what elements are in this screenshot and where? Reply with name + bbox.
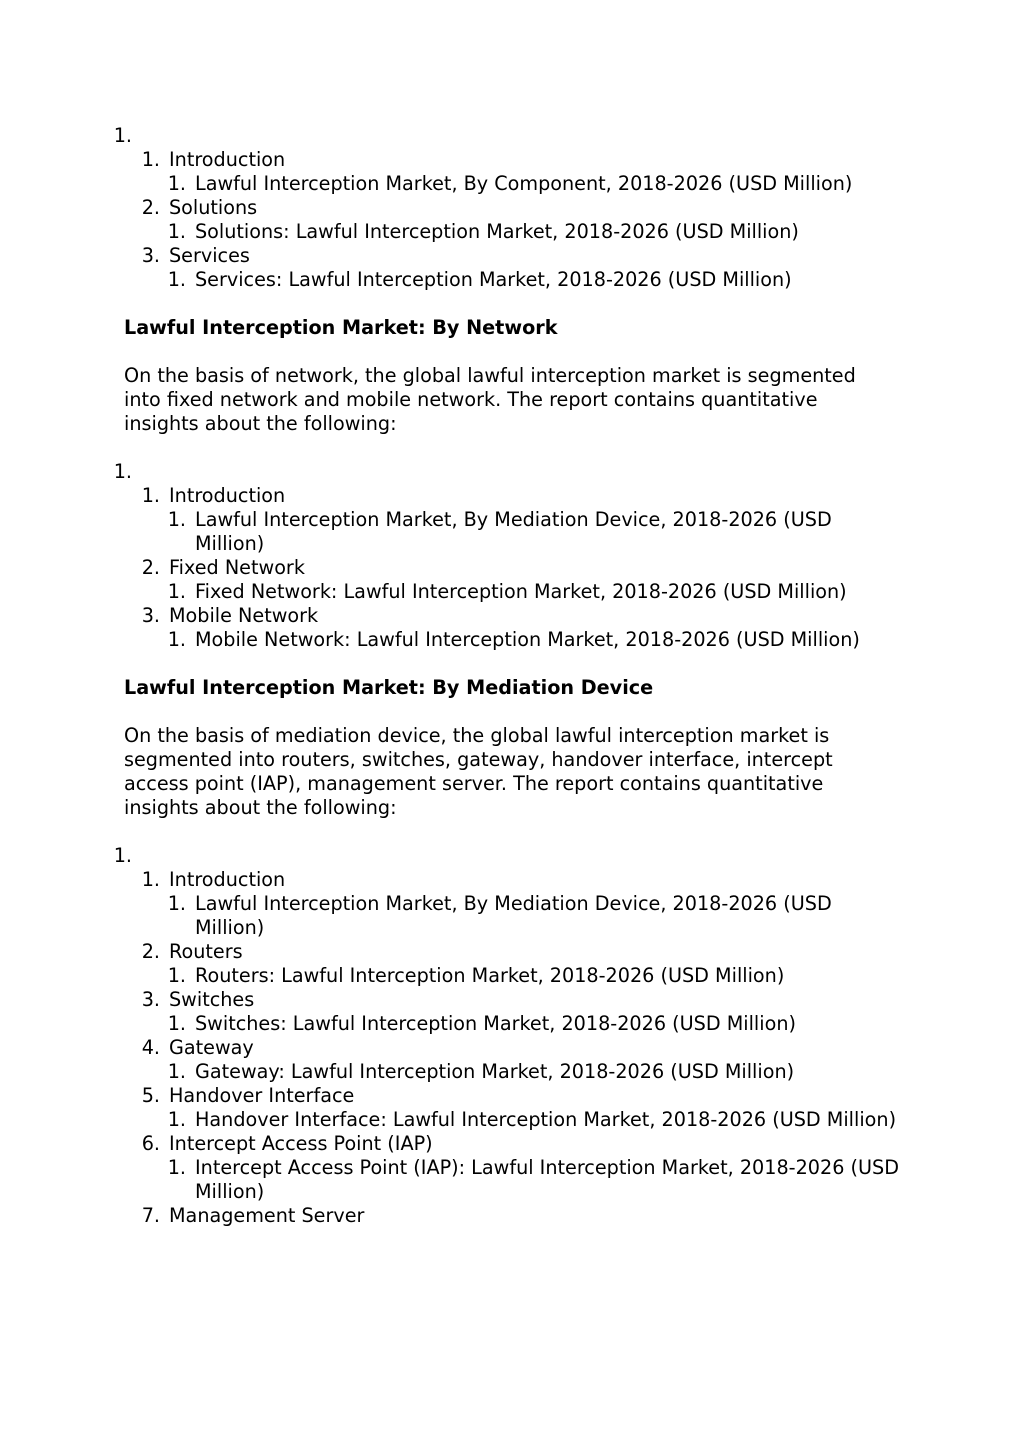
- list-item-label: Intercept Access Point (IAP): [169, 1132, 433, 1155]
- list-item-label: Mobile Network: [169, 604, 319, 627]
- list-item-label: Handover Interface: [169, 1084, 355, 1107]
- sub-list-item-label: Intercept Access Point (IAP): Lawful Interception Market, 2018-2026 (USD Million): [195, 1156, 899, 1203]
- list-number: 3.: [141, 988, 160, 1011]
- list-item-label: Gateway: [169, 1036, 254, 1059]
- sub-list-item: [0, 508, 1023, 556]
- sub-list-item-label: Solutions: Lawful Interception Market, 2018-2026 (USD Million): [195, 220, 799, 243]
- list-number: 1.: [113, 124, 132, 147]
- list-number: 7.: [141, 1204, 160, 1227]
- list-item: [0, 868, 1023, 892]
- outline-level1-item: [0, 460, 1023, 484]
- list-item: [0, 148, 1023, 172]
- sub-list-item: [0, 1108, 1023, 1132]
- outline-level1-item: [0, 844, 1023, 868]
- section-heading: Lawful Interception Market: By Mediation Device: [124, 676, 654, 699]
- list-number: 1.: [167, 964, 186, 987]
- list-number: 2.: [141, 196, 160, 219]
- list-number: 3.: [141, 244, 160, 267]
- sub-list-item: [0, 172, 1023, 196]
- list-item-label: Switches: [169, 988, 255, 1011]
- list-item: [0, 604, 1023, 628]
- list-number: 3.: [141, 604, 160, 627]
- list-number: 1.: [167, 1060, 186, 1083]
- section-paragraph: On the basis of mediation device, the global lawful interception market is segmented into routers, switches, gateway, handover interface, intercept access point (IAP), management server. The report contains quantitative insights about the following:: [124, 724, 833, 819]
- list-number: 1.: [141, 484, 160, 507]
- sub-list-item-label: Gateway: Lawful Interception Market, 2018-2026 (USD Million): [195, 1060, 795, 1083]
- list-number: 1.: [167, 268, 186, 291]
- sub-list-item-label: Lawful Interception Market, By Mediation Device, 2018-2026 (USD Million): [195, 892, 832, 939]
- outline-list: [0, 844, 1023, 1228]
- list-number: 1.: [113, 844, 132, 867]
- list-number: 1.: [167, 220, 186, 243]
- list-item-label: Introduction: [169, 484, 286, 507]
- list-item: [0, 196, 1023, 220]
- list-item: [0, 556, 1023, 580]
- sub-list-item: [0, 964, 1023, 988]
- list-number: 4.: [141, 1036, 160, 1059]
- sub-list-item-label: Switches: Lawful Interception Market, 2018-2026 (USD Million): [195, 1012, 796, 1035]
- sub-list-item: [0, 1060, 1023, 1084]
- list-number: 2.: [141, 940, 160, 963]
- list-item: [0, 988, 1023, 1012]
- sub-list-item: [0, 220, 1023, 244]
- list-number: 1.: [167, 580, 186, 603]
- list-item: [0, 1084, 1023, 1108]
- sub-list-item-label: Lawful Interception Market, By Component, 2018-2026 (USD Million): [195, 172, 853, 195]
- list-item-label: Services: [169, 244, 250, 267]
- sub-list-item: [0, 268, 1023, 292]
- list-number: 1.: [167, 172, 186, 195]
- sub-list-item: [0, 892, 1023, 940]
- list-item: [0, 244, 1023, 268]
- list-number: 6.: [141, 1132, 160, 1155]
- sub-list-item-label: Handover Interface: Lawful Interception Market, 2018-2026 (USD Million): [195, 1108, 897, 1131]
- list-number: 1.: [167, 892, 186, 915]
- sub-list-item-label: Services: Lawful Interception Market, 2018-2026 (USD Million): [195, 268, 792, 291]
- sub-list-item: [0, 628, 1023, 652]
- list-number: 1.: [167, 508, 186, 531]
- list-item: [0, 1036, 1023, 1060]
- list-item: [0, 940, 1023, 964]
- list-number: 5.: [141, 1084, 160, 1107]
- list-number: 2.: [141, 556, 160, 579]
- sub-list-item: [0, 580, 1023, 604]
- list-number: 1.: [167, 1156, 186, 1179]
- list-number: 1.: [113, 460, 132, 483]
- outline-list: [0, 460, 1023, 652]
- outline-list: [0, 124, 1023, 292]
- sub-list-item: [0, 1012, 1023, 1036]
- list-item-label: Solutions: [169, 196, 258, 219]
- list-number: 1.: [167, 1012, 186, 1035]
- list-number: 1.: [141, 148, 160, 171]
- list-number: 1.: [141, 868, 160, 891]
- list-item-label: Management Server: [169, 1204, 365, 1227]
- sub-list-item-label: Fixed Network: Lawful Interception Market, 2018-2026 (USD Million): [195, 580, 847, 603]
- list-item-label: Routers: [169, 940, 243, 963]
- list-item: [0, 1132, 1023, 1156]
- sub-list-item-label: Lawful Interception Market, By Mediation Device, 2018-2026 (USD Million): [195, 508, 832, 555]
- sub-list-item: [0, 1156, 1023, 1204]
- sub-list-item-label: Mobile Network: Lawful Interception Market, 2018-2026 (USD Million): [195, 628, 860, 651]
- list-item-label: Introduction: [169, 868, 286, 891]
- section-paragraph: On the basis of network, the global lawful interception market is segmented into fixed network and mobile network. The report contains quantitative insights about the following:: [124, 364, 856, 435]
- section-heading: Lawful Interception Market: By Network: [124, 316, 558, 339]
- list-number: 1.: [167, 628, 186, 651]
- list-item-label: Introduction: [169, 148, 286, 171]
- sub-list-item-label: Routers: Lawful Interception Market, 2018-2026 (USD Million): [195, 964, 785, 987]
- list-number: 1.: [167, 1108, 186, 1131]
- list-item: [0, 1204, 1023, 1228]
- document-body: [0, 124, 1023, 1228]
- outline-level1-item: [0, 124, 1023, 148]
- list-item: [0, 484, 1023, 508]
- list-item-label: Fixed Network: [169, 556, 305, 579]
